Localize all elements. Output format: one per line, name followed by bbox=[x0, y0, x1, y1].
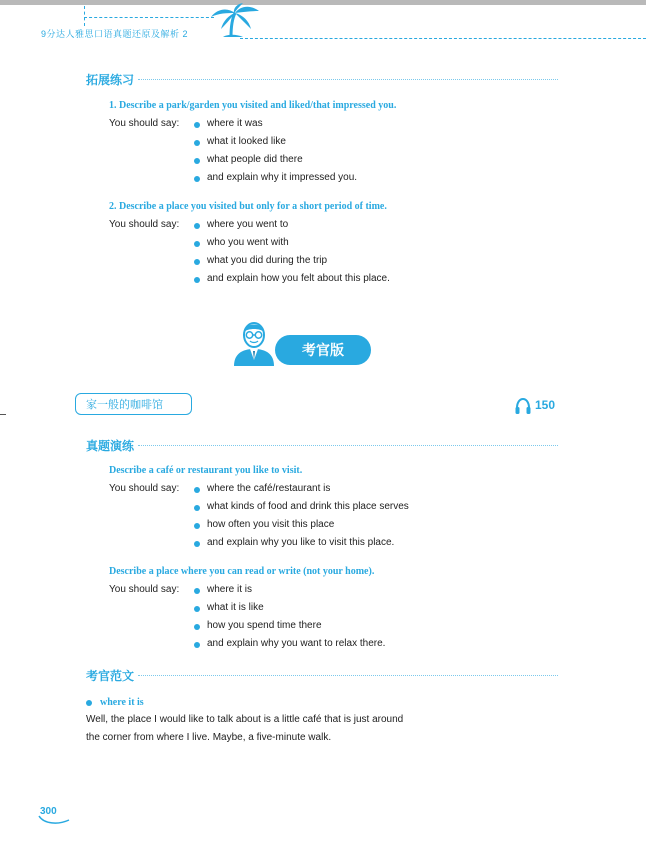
page-number-swoosh bbox=[38, 814, 70, 826]
bullet-icon bbox=[194, 505, 200, 511]
you-should-say-label: You should say: bbox=[109, 584, 180, 595]
section-heading-sample: 考官范文 bbox=[86, 669, 135, 683]
you-should-say-label: You should say: bbox=[109, 219, 180, 230]
bullet-icon bbox=[194, 122, 200, 128]
bullet-icon bbox=[194, 523, 200, 529]
audio-track-number: 150 bbox=[535, 398, 556, 412]
sample-paragraph-line: the corner from where I live. Maybe, a five-minute walk. bbox=[86, 732, 332, 743]
question-title: Describe a place where you can read or write (not your home). bbox=[109, 566, 375, 577]
bullet-icon bbox=[194, 277, 200, 283]
bullet-icon bbox=[194, 158, 200, 164]
you-should-say-label: You should say: bbox=[109, 483, 180, 494]
bullet-icon bbox=[194, 140, 200, 146]
bullet-icon bbox=[194, 588, 200, 594]
bullet-icon bbox=[194, 223, 200, 229]
section-heading-practice: 真题演练 bbox=[86, 439, 135, 453]
examiner-version-badge: 考官版 bbox=[275, 335, 371, 365]
you-should-say-label: You should say: bbox=[109, 118, 180, 129]
bullet-icon bbox=[194, 541, 200, 547]
headphones-icon[interactable] bbox=[514, 397, 532, 415]
page-number: 300 bbox=[40, 806, 57, 817]
header-dashed-line bbox=[84, 17, 214, 18]
margin-tick bbox=[0, 414, 6, 415]
header-title: 9分达人雅思口语真题还原及解析 2 bbox=[41, 29, 189, 39]
section-divider bbox=[138, 79, 558, 80]
section-divider bbox=[138, 445, 558, 446]
section-divider bbox=[138, 675, 558, 676]
examiner-avatar-icon bbox=[232, 320, 276, 366]
question-title: 2. Describe a place you visited but only for a short period of time. bbox=[109, 201, 387, 212]
section-heading-expansion: 拓展练习 bbox=[86, 73, 135, 87]
bullet-icon bbox=[194, 624, 200, 630]
bullet-icon bbox=[194, 241, 200, 247]
bullet-icon bbox=[194, 642, 200, 648]
header-dashed-line bbox=[240, 38, 646, 39]
topic-label: 家一般的咖啡馆 bbox=[75, 393, 192, 415]
sample-paragraph-line: Well, the place I would like to talk about is a little café that is just around bbox=[86, 714, 404, 725]
bullet-icon bbox=[86, 700, 92, 706]
question-title: 1. Describe a park/garden you visited and liked/that impressed you. bbox=[109, 100, 397, 111]
bullet-icon bbox=[194, 259, 200, 265]
bullet-icon bbox=[194, 487, 200, 493]
bullet-icon bbox=[194, 176, 200, 182]
bullet-icon bbox=[194, 606, 200, 612]
top-border bbox=[0, 0, 646, 5]
question-title: Describe a café or restaurant you like to visit. bbox=[109, 465, 303, 476]
palm-tree-icon bbox=[207, 3, 261, 39]
header-dashed-line bbox=[84, 6, 85, 26]
